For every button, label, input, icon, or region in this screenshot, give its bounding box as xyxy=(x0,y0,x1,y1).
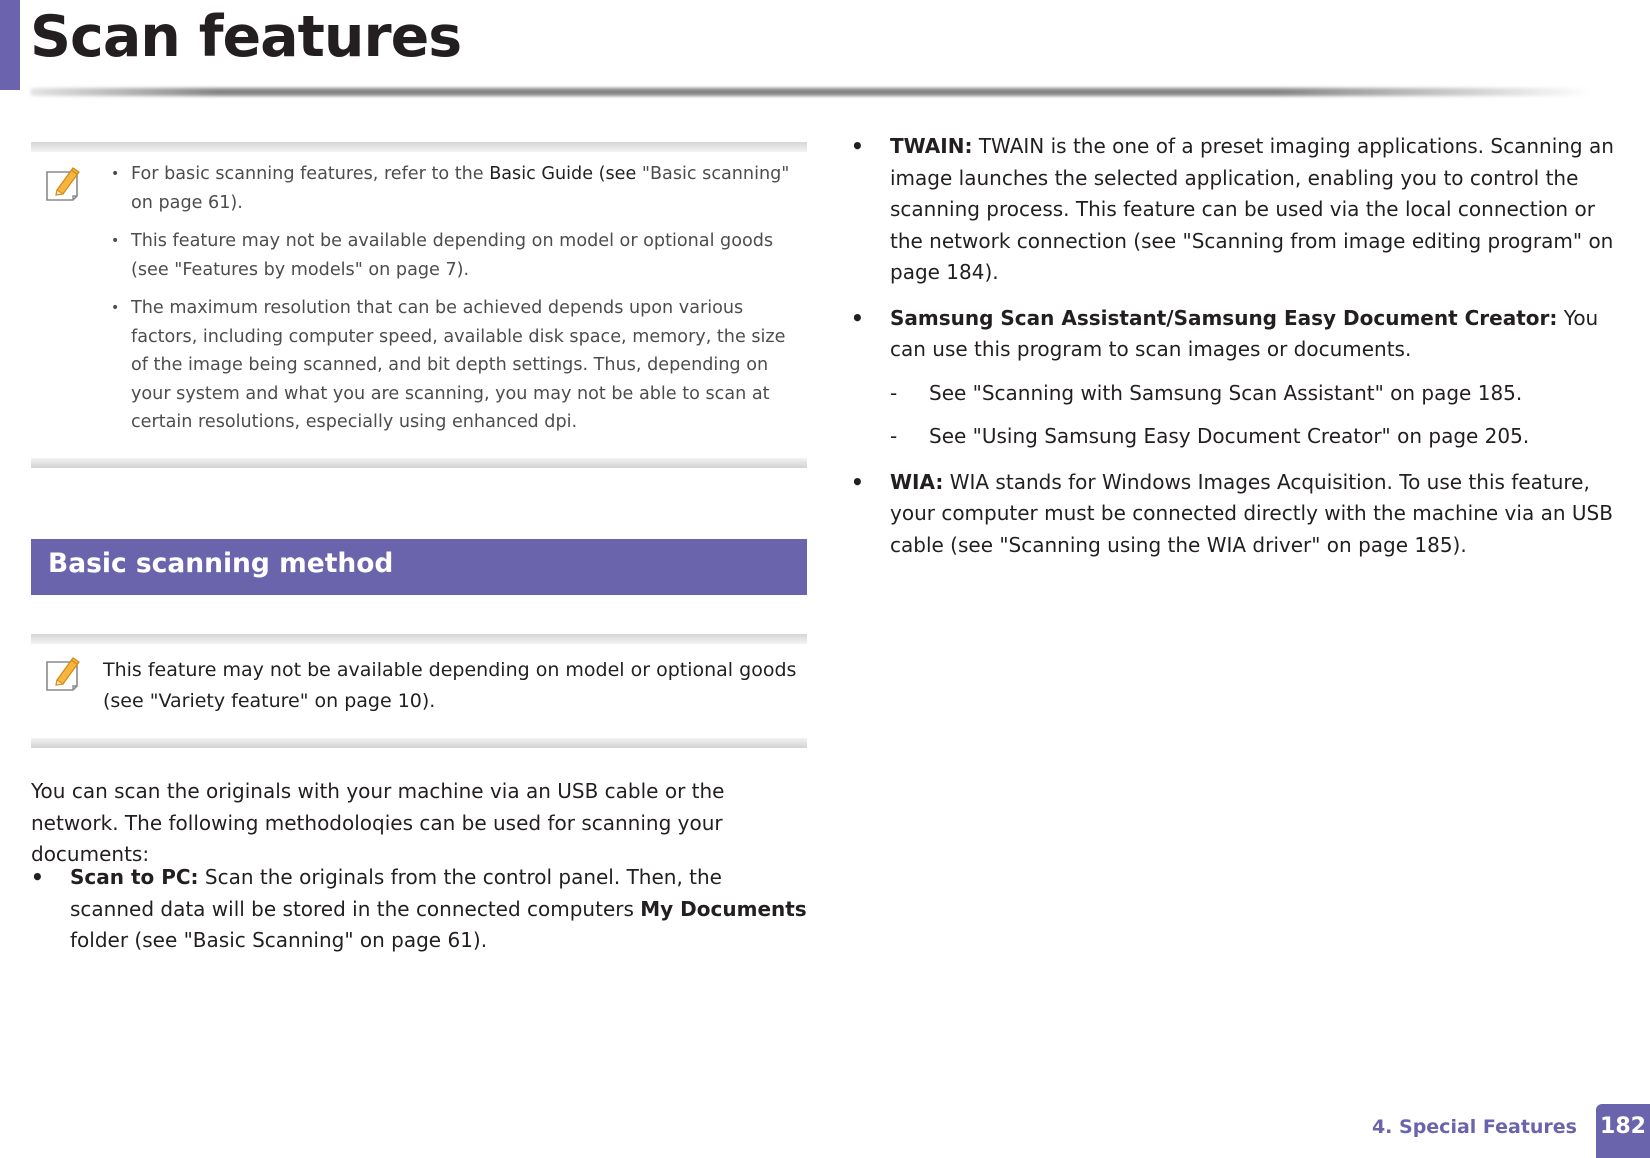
method-label: Samsung Scan Assistant/Samsung Easy Document Creator: xyxy=(890,305,1558,330)
note-box-availability xyxy=(31,634,807,750)
note-item: • For basic scanning features, refer to the Basic Guide (see "Basic scanning" on page 61). xyxy=(111,160,801,217)
scan-methods-list-left xyxy=(31,862,807,971)
note-list xyxy=(111,160,801,447)
sub-reference-item: - See "Using Samsung Easy Document Creator" on page 205. xyxy=(890,421,1621,453)
method-item-wia: • WIA: WIA stands for Windows Images Acquisition. To use this feature, your computer must be connected directly with the machine via an USB cable (see "Scanning using the WIA driver" on page 185). xyxy=(851,467,1621,562)
sub-reference-list xyxy=(890,378,1621,453)
page-title: Scan features xyxy=(30,4,462,70)
footer-chapter-label: 4. Special Features xyxy=(1371,1116,1577,1138)
note-bottom-bar xyxy=(31,458,807,468)
section-heading: Basic scanning method xyxy=(48,548,394,579)
method-label: TWAIN: xyxy=(890,134,973,158)
section-header xyxy=(31,539,807,595)
page-number-badge: 182 xyxy=(1596,1104,1650,1158)
intro-paragraph: You can scan the originals with your machine via an USB cable or the network. The following methodoloqies can be used for scanning your documents: xyxy=(31,779,725,866)
note-item: • This feature may not be available depending on model or optional goods (see "Features by models" on page 7). xyxy=(111,227,801,284)
scan-methods-list-right xyxy=(851,131,1621,575)
note-pencil-icon xyxy=(43,654,83,694)
method-item-samsung-scan-assistant: • Samsung Scan Assistant/Samsung Easy Document Creator: You can use this program to scan images or documents. - See "Scanning with Samsung Scan Assistant" on page 185. - See "Using Samsung Easy Document Creator" on page 205. xyxy=(851,303,1621,453)
note-bottom-bar xyxy=(31,738,807,748)
note-top-bar xyxy=(31,142,807,152)
note-pencil-icon xyxy=(43,164,83,204)
note-text: This feature may not be available depending on model or optional goods (see "Variety feature" on page 10). xyxy=(103,659,797,712)
basic-guide-reference: Basic Guide (see xyxy=(489,164,637,184)
sub-reference-item: - See "Scanning with Samsung Scan Assistant" on page 185. xyxy=(890,378,1621,410)
note-box-general xyxy=(31,142,807,470)
method-label: Scan to PC: xyxy=(70,865,199,889)
my-documents-label: My Documents xyxy=(640,896,807,921)
method-item-scan-to-pc: • Scan to PC: Scan the originals from the control panel. Then, the scanned data will be stored in the connected computers My Documents folder (see "Basic Scanning" on page 61). xyxy=(31,862,807,957)
title-accent-bar xyxy=(0,0,20,90)
method-label: WIA: xyxy=(890,469,944,494)
method-item-twain: • TWAIN: TWAIN is the one of a preset imaging applications. Scanning an image launches the selected application, enabling you to control the scanning process. This feature can be used via the local connection or the network connection (see "Scanning from image editing program" on page 184). xyxy=(851,131,1621,289)
note-top-bar xyxy=(31,634,807,644)
title-divider xyxy=(30,88,1590,96)
note-item: • The maximum resolution that can be achieved depends upon various factors, including computer speed, available disk space, memory, the size of the image being scanned, and bit depth settings. Thus, depending on your system and what you are scanning, you may not be able to scan at certain resolutions, especially using enhanced dpi. xyxy=(111,294,801,437)
